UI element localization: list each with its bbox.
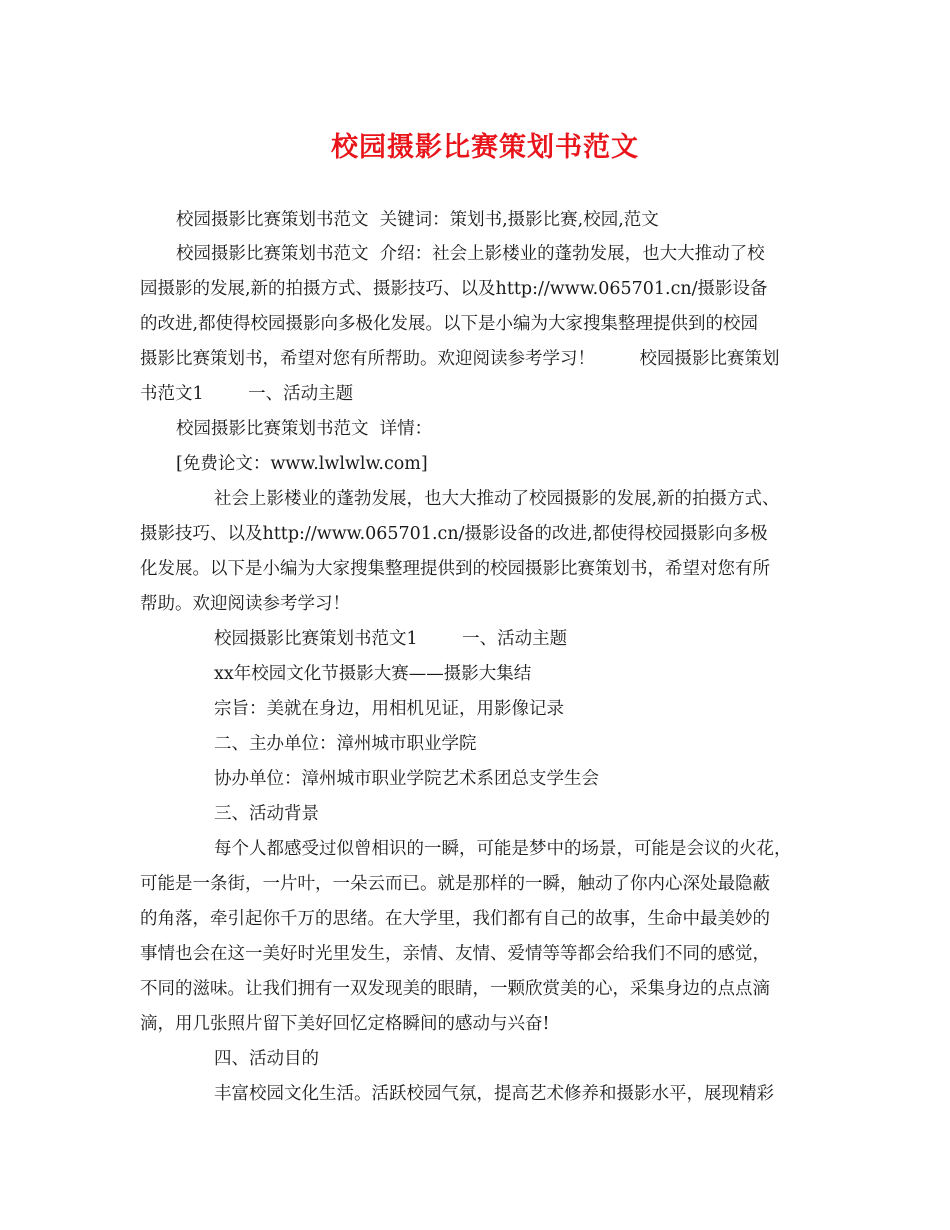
- body-line-2: 摄影技巧、以及http://www.065701.cn/摄影设备的改进,都使得校园摄影向多极: [140, 524, 768, 544]
- theme-line: xx年校园文化节摄影大赛——摄影大集结: [214, 664, 532, 684]
- background-line-5: 不同的滋味。让我们拥有一双发现美的眼睛，一颗欣赏美的心，采集身边的点点滴: [140, 979, 770, 999]
- background-line-2: 可能是一条街，一片叶，一朵云而已。就是那样的一瞬，触动了你内心深处最隐蔽: [140, 874, 770, 894]
- section-heading-background: 三、活动背景: [214, 804, 319, 824]
- details-line: 校园摄影比赛策划书范文 详情：: [176, 419, 433, 439]
- intro-line-5: 书范文1 一、活动主题: [140, 384, 354, 404]
- background-line-1: 每个人都感受过似曾相识的一瞬，可能是梦中的场景，可能是会议的火花，: [214, 839, 792, 859]
- document-title: 校园摄影比赛策划书范文: [331, 132, 639, 163]
- section-heading-goal: 四、活动目的: [214, 1049, 319, 1069]
- free-paper-line: [免费论文：www.lwlwlw.com]: [176, 454, 428, 474]
- body-line-1: 社会上影楼业的蓬勃发展，也大大推动了校园摄影的发展,新的拍摄方式、: [214, 489, 780, 509]
- intro-line-2: 园摄影的发展,新的拍摄方式、摄影技巧、以及http://www.065701.cn/摄影设备: [140, 279, 768, 299]
- purpose-line: 宗旨：美就在身边，用相机见证，用影像记录: [214, 699, 564, 719]
- organizer-line: 二、主办单位：漳州城市职业学院: [214, 734, 477, 754]
- keywords-line: 校园摄影比赛策划书范文 关键词：策划书,摄影比赛,校园,范文: [176, 210, 659, 230]
- goal-line-1: 丰富校园文化生活。活跃校园气氛，提高艺术修养和摄影水平，展现精彩: [214, 1084, 774, 1104]
- body-line-4: 帮助。欢迎阅读参考学习！: [140, 594, 350, 614]
- background-line-3: 的角落，牵引起你千万的思绪。在大学里，我们都有自己的故事，生命中最美妙的: [140, 909, 770, 929]
- body-line-3: 化发展。以下是小编为大家搜集整理提供到的校园摄影比赛策划书，希望对您有所: [140, 559, 770, 579]
- co-organizer-line: 协办单位：漳州城市职业学院艺术系团总支学生会: [214, 769, 599, 789]
- background-line-4: 事情也会在这一美好时光里发生，亲情、友情、爱情等等都会给我们不同的感觉，: [140, 944, 770, 964]
- intro-line-4: 摄影比赛策划书，希望对您有所帮助。欢迎阅读参考学习！ 校园摄影比赛策划: [140, 349, 780, 369]
- intro-line-1: 校园摄影比赛策划书范文 介绍：社会上影楼业的蓬勃发展，也大大推动了校: [176, 244, 765, 264]
- background-line-6: 滴，用几张照片留下美好回忆定格瞬间的感动与兴奋!: [140, 1014, 550, 1034]
- section-heading-theme: 校园摄影比赛策划书范文1 一、活动主题: [214, 629, 568, 649]
- intro-line-3: 的改进,都使得校园摄影向多极化发展。以下是小编为大家搜集整理提供到的校园: [140, 314, 759, 334]
